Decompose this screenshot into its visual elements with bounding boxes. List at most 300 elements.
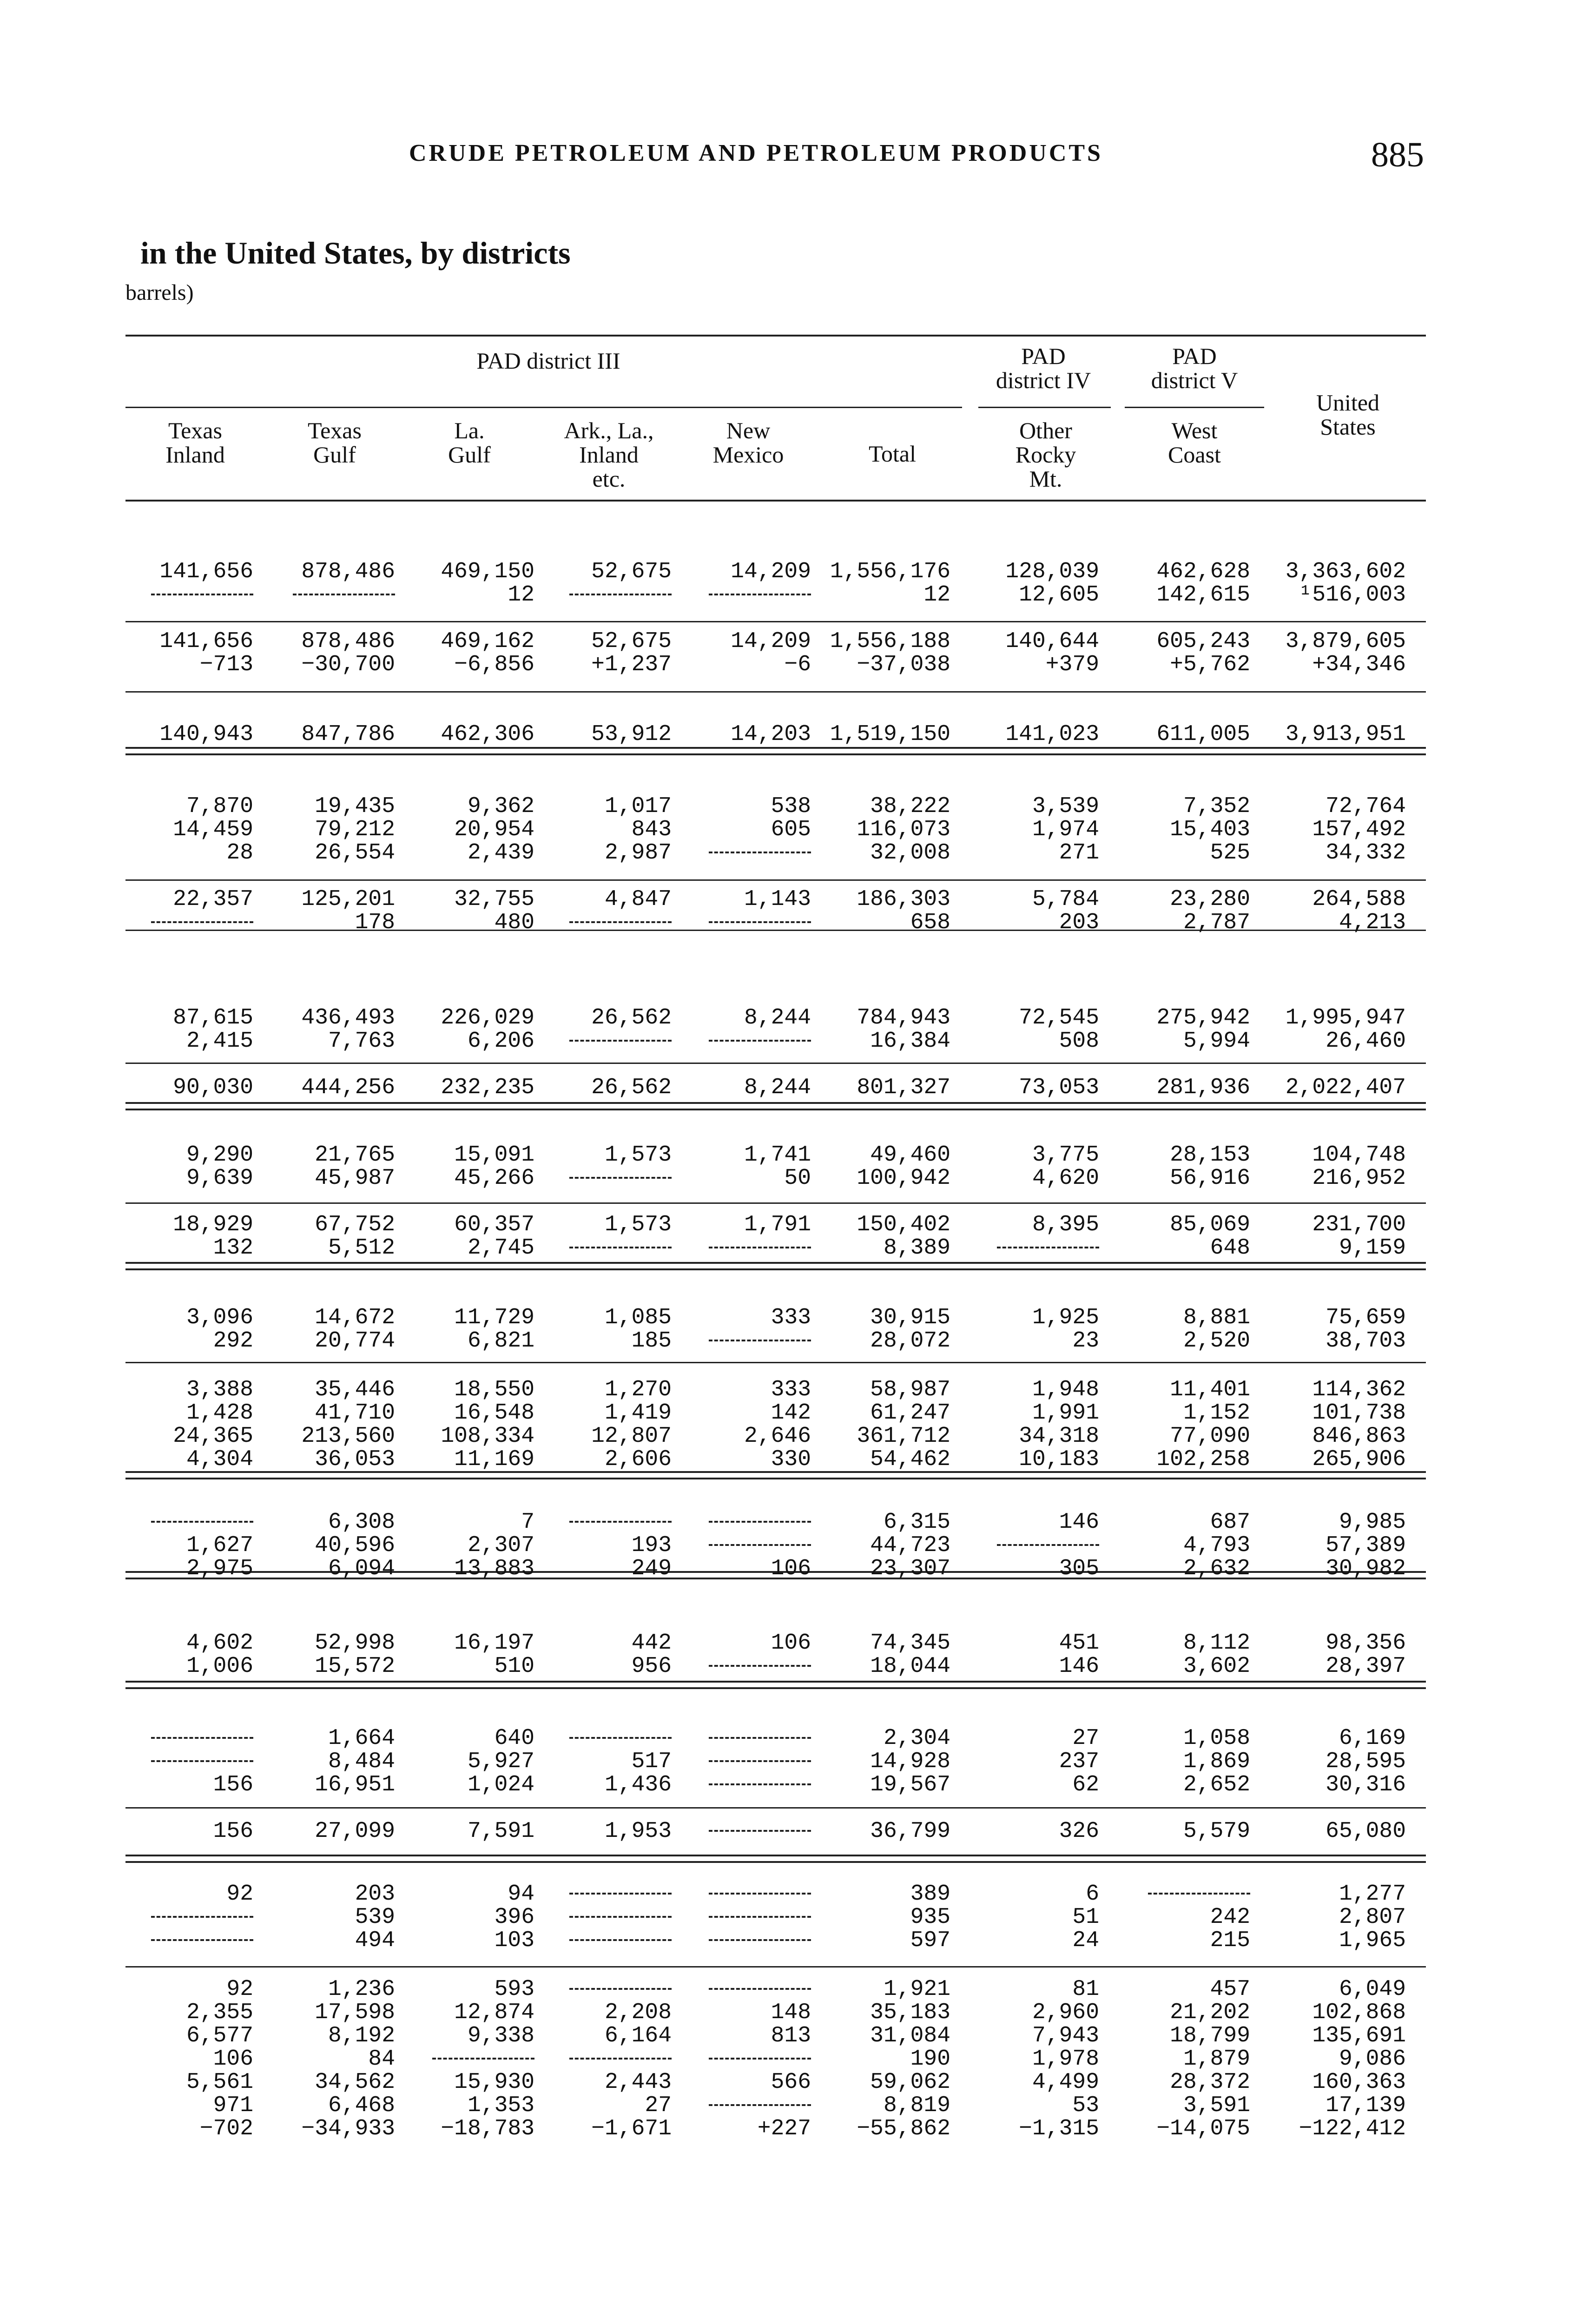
table-cell <box>569 1236 672 1260</box>
table-cell: 87,615 <box>173 1005 253 1030</box>
table-row <box>0 1631 1596 1655</box>
table-cell: 1,573 <box>604 1212 672 1237</box>
col-other-rocky: Other Rocky Mt. <box>1015 417 1076 492</box>
table-row <box>0 1929 1596 1952</box>
table-cell: 1,436 <box>604 1772 672 1797</box>
pad5-header: PAD district V <box>1151 343 1238 393</box>
empty-dash <box>709 1040 811 1042</box>
empty-dash <box>569 1177 672 1179</box>
table-cell: 14,672 <box>315 1305 395 1330</box>
table-row <box>0 2071 1596 2094</box>
table-cell: 2,208 <box>604 2000 672 2025</box>
table-cell: 53 <box>1072 2093 1099 2118</box>
table-cell: 361,712 <box>857 1424 950 1449</box>
table-cell: 18,929 <box>173 1212 253 1237</box>
table-cell <box>569 1906 672 1929</box>
col-texas-inland: Texas Inland <box>165 417 225 468</box>
table-cell: 178 <box>355 910 395 935</box>
table-cell: 6,169 <box>1339 1726 1406 1751</box>
empty-dash <box>151 1760 253 1762</box>
table-cell: 2,520 <box>1183 1328 1250 1353</box>
table-cell: 1,058 <box>1183 1726 1250 1751</box>
table-cell: 106 <box>771 1556 811 1581</box>
header-top-rule <box>125 335 1426 337</box>
table-cell: 52,675 <box>591 629 672 654</box>
page-number: 885 <box>1371 135 1424 174</box>
table-cell: 94 <box>508 1882 534 1907</box>
table-cell: 878,486 <box>301 559 395 584</box>
table-row <box>0 1511 1596 1534</box>
table-cell <box>151 1906 253 1929</box>
pad3-header: PAD district III <box>476 348 620 374</box>
table-row <box>0 1006 1596 1030</box>
table-cell: 843 <box>631 817 672 842</box>
table-row <box>0 653 1596 676</box>
table-cell: 8,819 <box>883 2093 950 2118</box>
table-cell: 2,807 <box>1339 1905 1406 1930</box>
table-cell: −55,862 <box>857 2116 950 2141</box>
table-cell <box>569 1030 672 1053</box>
table-cell: 7,870 <box>186 794 253 819</box>
table-cell: 135,691 <box>1312 2023 1406 2048</box>
table-cell: 271 <box>1059 840 1099 865</box>
col-ark-la-inland: Ark., La., Inland etc. <box>564 417 654 492</box>
table-cell: 5,579 <box>1183 1819 1250 1844</box>
table-row <box>0 1329 1596 1353</box>
table-cell: 38,703 <box>1326 1328 1406 1353</box>
table-cell <box>569 1727 672 1750</box>
table-cell: 5,927 <box>467 1749 534 1774</box>
empty-dash <box>709 1521 811 1523</box>
table-cell: 281,936 <box>1156 1075 1250 1100</box>
table-row <box>0 911 1596 934</box>
table-cell <box>709 911 811 934</box>
table-cell: 333 <box>771 1305 811 1330</box>
table-cell: −30,700 <box>301 652 395 677</box>
table-cell: 292 <box>213 1328 253 1353</box>
table-cell: 2,987 <box>604 840 672 865</box>
table-cell: 6,206 <box>467 1029 534 1054</box>
table-cell: 2,745 <box>467 1235 534 1261</box>
table-cell: 216,952 <box>1312 1166 1406 1191</box>
col-new-mexico: New Mexico <box>712 417 784 468</box>
table-cell: 74,345 <box>870 1631 950 1656</box>
table-cell: 436,493 <box>301 1005 395 1030</box>
table-row <box>0 1820 1596 1843</box>
table-cell: 687 <box>1210 1510 1250 1535</box>
table-cell: 1,879 <box>1183 2047 1250 2072</box>
table-cell: 21,765 <box>315 1142 395 1168</box>
table-cell: 141,656 <box>159 559 253 584</box>
table-cell: 2,307 <box>467 1533 534 1558</box>
table-cell: 54,462 <box>870 1447 950 1472</box>
rule <box>125 1362 1426 1363</box>
table-cell: 3,591 <box>1183 2093 1250 2118</box>
table-cell: 847,786 <box>301 722 395 747</box>
table-cell: 58,987 <box>870 1377 950 1402</box>
table-cell: 2,646 <box>744 1424 811 1449</box>
rule <box>125 1807 1426 1809</box>
table-cell: 45,266 <box>454 1166 534 1191</box>
table-cell: 65,080 <box>1326 1819 1406 1844</box>
table-row <box>0 1773 1596 1796</box>
table-cell: 142,615 <box>1156 582 1250 607</box>
empty-dash <box>709 1760 811 1762</box>
table-cell: 3,096 <box>186 1305 253 1330</box>
empty-dash <box>569 1916 672 1918</box>
table-cell: −18,783 <box>441 2116 534 2141</box>
table-cell: 640 <box>494 1726 534 1751</box>
table-cell: 203 <box>1059 910 1099 935</box>
table-title: in the United States, by districts <box>140 235 571 271</box>
table-cell: 4,499 <box>1032 2070 1099 2095</box>
table-cell: 72,545 <box>1019 1005 1099 1030</box>
table-cell: 1,791 <box>744 1212 811 1237</box>
table-row <box>0 2094 1596 2117</box>
table-cell: 8,112 <box>1183 1631 1250 1656</box>
table-cell <box>709 2047 811 2071</box>
table-cell: 140,644 <box>1005 629 1099 654</box>
table-row <box>0 841 1596 865</box>
table-cell: 85,069 <box>1170 1212 1250 1237</box>
table-cell: 186,303 <box>857 887 950 912</box>
table-cell: 102,868 <box>1312 2000 1406 2025</box>
table-row <box>0 1425 1596 1448</box>
table-cell: 1,556,176 <box>830 559 950 584</box>
empty-dash <box>151 1521 253 1523</box>
empty-dash <box>709 1247 811 1248</box>
table-cell: 92 <box>226 1882 253 1907</box>
table-cell: 2,415 <box>186 1029 253 1054</box>
table-cell: 12,874 <box>454 2000 534 2025</box>
rule <box>125 1202 1426 1204</box>
table-row <box>0 1030 1596 1053</box>
empty-dash <box>569 921 672 923</box>
table-cell: 3,363,602 <box>1285 559 1406 584</box>
table-cell: 611,005 <box>1156 722 1250 747</box>
table-cell: 35,446 <box>315 1377 395 1402</box>
table-cell: 6,821 <box>467 1328 534 1353</box>
table-cell: 9,338 <box>467 2023 534 2048</box>
empty-dash <box>293 594 395 595</box>
table-cell <box>709 1773 811 1796</box>
table-cell: 249 <box>631 1556 672 1581</box>
table-cell: 2,304 <box>883 1726 950 1751</box>
table-cell: 156 <box>213 1772 253 1797</box>
table-row <box>0 723 1596 746</box>
table-cell: 5,784 <box>1032 887 1099 912</box>
table-cell: 396 <box>494 1905 534 1930</box>
table-cell: 72,764 <box>1326 794 1406 819</box>
table-cell: 784,943 <box>857 1005 950 1030</box>
rule <box>125 1471 1426 1479</box>
table-cell: 13,883 <box>454 1556 534 1581</box>
table-row <box>0 1906 1596 1929</box>
table-cell: 73,053 <box>1019 1075 1099 1100</box>
table-cell: 275,942 <box>1156 1005 1250 1030</box>
table-cell: 81 <box>1072 1977 1099 2002</box>
table-cell: 2,439 <box>467 840 534 865</box>
rule <box>125 691 1426 693</box>
table-cell: 231,700 <box>1312 1212 1406 1237</box>
table-cell: 32,008 <box>870 840 950 865</box>
table-cell: 24 <box>1072 1928 1099 1953</box>
table-cell: 8,192 <box>328 2023 395 2048</box>
table-cell: 333 <box>771 1377 811 1402</box>
col-la-gulf: La. Gulf <box>448 417 491 468</box>
empty-dash <box>569 1247 672 1248</box>
table-cell: 24,365 <box>173 1424 253 1449</box>
table-cell: +227 <box>757 2116 811 2141</box>
empty-dash <box>432 2058 534 2060</box>
table-cell: 146 <box>1059 1510 1099 1535</box>
table-cell: 12 <box>923 582 950 607</box>
table-cell <box>569 583 672 607</box>
table-cell: 326 <box>1059 1819 1099 1844</box>
table-cell <box>569 1929 672 1952</box>
table-cell: 6,315 <box>883 1510 950 1535</box>
pad4-rule <box>978 407 1111 408</box>
table-cell: 17,139 <box>1326 2093 1406 2118</box>
empty-dash <box>1148 1893 1250 1895</box>
table-row <box>0 1882 1596 1906</box>
table-cell <box>151 1511 253 1534</box>
table-cell: 265,906 <box>1312 1447 1406 1472</box>
table-row <box>0 1557 1596 1580</box>
empty-dash <box>709 2104 811 2106</box>
table-cell: 14,209 <box>731 559 811 584</box>
table-cell: 34,318 <box>1019 1424 1099 1449</box>
table-cell: 1,277 <box>1339 1882 1406 1907</box>
table-cell: 103 <box>494 1928 534 1953</box>
table-cell: 1,991 <box>1032 1400 1099 1426</box>
table-cell: 116,073 <box>857 817 950 842</box>
table-cell: 1,006 <box>186 1654 253 1679</box>
table-cell: 5,994 <box>1183 1029 1250 1054</box>
table-cell: 1,017 <box>604 794 672 819</box>
table-cell: 8,389 <box>883 1235 950 1261</box>
table-cell: 6,164 <box>604 2023 672 2048</box>
table-cell: 2,632 <box>1183 1556 1250 1581</box>
table-cell: 801,327 <box>857 1075 950 1100</box>
table-cell <box>151 1929 253 1952</box>
table-subtitle: barrels) <box>125 280 194 305</box>
table-cell: 30,316 <box>1326 1772 1406 1797</box>
empty-dash <box>709 1783 811 1785</box>
table-cell: 215 <box>1210 1928 1250 1953</box>
table-cell: 51 <box>1072 1905 1099 1930</box>
table-cell: 2,022,407 <box>1285 1075 1406 1100</box>
table-cell: 3,602 <box>1183 1654 1250 1679</box>
table-cell: 525 <box>1210 840 1250 865</box>
rule <box>125 747 1426 755</box>
table-cell: 264,588 <box>1312 887 1406 912</box>
table-cell: 114,362 <box>1312 1377 1406 1402</box>
table-cell: 77,090 <box>1170 1424 1250 1449</box>
table-cell: 62 <box>1072 1772 1099 1797</box>
table-cell <box>569 1167 672 1190</box>
table-cell: 538 <box>771 794 811 819</box>
table-cell: 20,954 <box>454 817 534 842</box>
table-cell: 156 <box>213 1819 253 1844</box>
table-cell: 2,652 <box>1183 1772 1250 1797</box>
table-cell: 226,029 <box>441 1005 534 1030</box>
table-cell: 648 <box>1210 1235 1250 1261</box>
empty-dash <box>709 1916 811 1918</box>
table-cell: 2,975 <box>186 1556 253 1581</box>
table-cell: 160,363 <box>1312 2070 1406 2095</box>
header-bottom-rule <box>125 500 1426 502</box>
table-cell: −37,038 <box>857 652 950 677</box>
table-cell: 3,913,951 <box>1285 722 1406 747</box>
table-cell: 451 <box>1059 1631 1099 1656</box>
table-cell: +34,346 <box>1312 652 1406 677</box>
table-cell: 132 <box>213 1235 253 1261</box>
table-cell: 1,974 <box>1032 817 1099 842</box>
table-cell: 11,401 <box>1170 1377 1250 1402</box>
empty-dash <box>709 1893 811 1895</box>
table-cell: 18,044 <box>870 1654 950 1679</box>
table-cell: 566 <box>771 2070 811 2095</box>
table-cell: 101,738 <box>1312 1400 1406 1426</box>
table-cell: 1,236 <box>328 1977 395 2002</box>
table-cell: 128,039 <box>1005 559 1099 584</box>
table-cell <box>151 1727 253 1750</box>
table-cell <box>151 583 253 607</box>
table-cell <box>709 1511 811 1534</box>
table-cell: 17,598 <box>315 2000 395 2025</box>
us-header: United States <box>1316 390 1380 440</box>
empty-dash <box>569 1737 672 1739</box>
table-cell: +1,237 <box>591 652 672 677</box>
table-cell: 203 <box>355 1882 395 1907</box>
table-cell: 8,881 <box>1183 1305 1250 1330</box>
table-cell: 2,443 <box>604 2070 672 2095</box>
table-cell: 9,639 <box>186 1166 253 1191</box>
empty-dash <box>709 1830 811 1832</box>
empty-dash <box>569 1521 672 1523</box>
table-cell: 60,357 <box>454 1212 534 1237</box>
table-cell: −1,671 <box>591 2116 672 2141</box>
rule <box>125 1855 1426 1863</box>
table-cell: 1,869 <box>1183 1749 1250 1774</box>
table-cell: 3,879,605 <box>1285 629 1406 654</box>
empty-dash <box>151 594 253 595</box>
table-cell: 98,356 <box>1326 1631 1406 1656</box>
table-cell: 1,556,188 <box>830 629 950 654</box>
table-row <box>0 1213 1596 1236</box>
rule <box>125 1681 1426 1689</box>
table-cell: 480 <box>494 910 534 935</box>
table-cell: 56,916 <box>1170 1166 1250 1191</box>
table-cell: 27,099 <box>315 1819 395 1844</box>
table-cell: 1,353 <box>467 2093 534 2118</box>
empty-dash <box>569 2058 672 2060</box>
empty-dash <box>709 1737 811 1739</box>
table-cell: 26,460 <box>1326 1029 1406 1054</box>
table-cell <box>709 1978 811 2001</box>
table-cell: 1,143 <box>744 887 811 912</box>
table-cell: 1,995,947 <box>1285 1005 1406 1030</box>
table-cell: 52,675 <box>591 559 672 584</box>
table-cell: 30,915 <box>870 1305 950 1330</box>
table-cell: 510 <box>494 1654 534 1679</box>
table-cell: 813 <box>771 2023 811 2048</box>
running-head: CRUDE PETROLEUM AND PETROLEUM PRODUCTS <box>409 140 1103 166</box>
table-cell: 605 <box>771 817 811 842</box>
table-cell: 1,965 <box>1339 1928 1406 1953</box>
table-cell: −34,933 <box>301 2116 395 2141</box>
table-cell: −713 <box>199 652 253 677</box>
table-cell: 106 <box>213 2047 253 2072</box>
table-row <box>0 1978 1596 2001</box>
table-cell: 6 <box>1086 1882 1099 1907</box>
table-cell: 14,459 <box>173 817 253 842</box>
table-cell: 23,280 <box>1170 887 1250 912</box>
table-cell: 41,710 <box>315 1400 395 1426</box>
table-row <box>0 630 1596 653</box>
table-cell: 5,512 <box>328 1235 395 1261</box>
table-cell: 38,222 <box>870 794 950 819</box>
table-cell: 44,723 <box>870 1533 950 1558</box>
table-cell: 3,539 <box>1032 794 1099 819</box>
table-cell: 12,605 <box>1019 582 1099 607</box>
table-cell: 21,202 <box>1170 2000 1250 2025</box>
table-cell: 305 <box>1059 1556 1099 1581</box>
table-row <box>0 2024 1596 2047</box>
empty-dash <box>709 2058 811 2060</box>
table-cell: 50 <box>784 1166 811 1191</box>
table-cell: 1,741 <box>744 1142 811 1168</box>
table-cell: +379 <box>1045 652 1099 677</box>
table-cell: 23 <box>1072 1328 1099 1353</box>
table-cell: 146 <box>1059 1654 1099 1679</box>
pad3-rule <box>125 407 962 408</box>
table-cell: 494 <box>355 1928 395 1953</box>
table-row <box>0 1378 1596 1401</box>
rule <box>125 1063 1426 1064</box>
table-cell: 16,384 <box>870 1029 950 1054</box>
table-cell: 4,793 <box>1183 1533 1250 1558</box>
table-cell: 140,943 <box>159 722 253 747</box>
table-cell: 75,659 <box>1326 1305 1406 1330</box>
empty-dash <box>709 1988 811 1990</box>
table-cell <box>709 2094 811 2117</box>
table-cell: 956 <box>631 1654 672 1679</box>
table-row <box>0 1143 1596 1167</box>
table-cell: 237 <box>1059 1749 1099 1774</box>
table-row <box>0 1306 1596 1329</box>
table-cell: −702 <box>199 2116 253 2141</box>
table-cell: 6,468 <box>328 2093 395 2118</box>
table-cell: 28,072 <box>870 1328 950 1353</box>
table-row <box>0 1750 1596 1773</box>
table-cell <box>709 1655 811 1678</box>
empty-dash <box>151 1916 253 1918</box>
empty-dash <box>151 921 253 923</box>
table-cell: 108,334 <box>441 1424 534 1449</box>
table-cell: 53,912 <box>591 722 672 747</box>
table-cell: 35,183 <box>870 2000 950 2025</box>
table-cell: 9,159 <box>1339 1235 1406 1261</box>
table-cell <box>569 1978 672 2001</box>
table-cell: 6,049 <box>1339 1977 1406 2002</box>
table-cell: 27 <box>645 2093 672 2118</box>
table-cell: 1,921 <box>883 1977 950 2002</box>
table-cell: 22,357 <box>173 887 253 912</box>
empty-dash <box>569 1893 672 1895</box>
table-cell: 28,595 <box>1326 1749 1406 1774</box>
